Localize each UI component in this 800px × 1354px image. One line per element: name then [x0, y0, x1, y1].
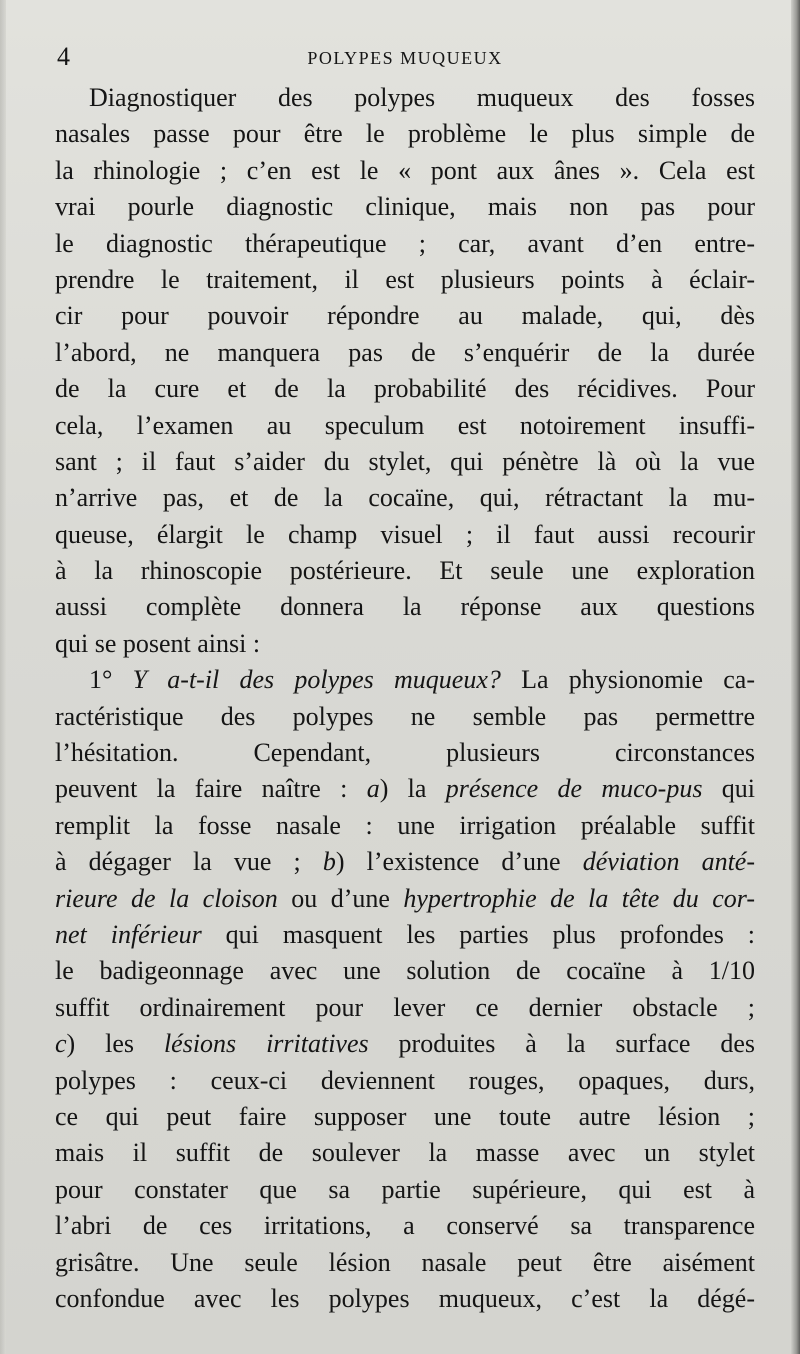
text-line	[55, 808, 755, 844]
text-run: n’arrive pas, et de la cocaïne, qui, rétractant la mu-	[55, 483, 755, 513]
text-line	[55, 771, 755, 807]
text-run: ) l’existence d’une	[335, 847, 583, 877]
text-run: aussi complète donnera la réponse aux questions	[55, 592, 755, 622]
text-line	[55, 335, 755, 371]
text-line	[55, 553, 755, 589]
text-run: qui se posent ainsi :	[55, 628, 261, 658]
text-run: suffit ordinairement pour lever ce dernier obstacle ;	[55, 992, 755, 1022]
text-line	[55, 1172, 755, 1208]
text-run: le diagnostic thérapeutique ; car, avant d’en entre-	[55, 228, 755, 258]
page-header	[55, 42, 755, 72]
text-line	[55, 699, 755, 735]
text-line	[55, 1208, 755, 1244]
text-run: qui	[702, 774, 755, 804]
italic-phrase: b	[322, 847, 336, 877]
italic-phrase: c	[55, 1029, 67, 1059]
text-run: l’abri de ces irritations, a conservé sa transparence	[55, 1211, 755, 1241]
text-line	[55, 116, 755, 152]
text-run: Diagnostiquer des polypes muqueux des fosses	[89, 83, 755, 112]
text-run: ou d’une	[277, 883, 404, 913]
text-run: cir pour pouvoir répondre au malade, qui, dès	[55, 301, 755, 331]
text-line	[55, 226, 755, 262]
text-line	[55, 953, 755, 989]
text-line	[55, 881, 755, 917]
text-line	[55, 1063, 755, 1099]
text-line	[55, 1245, 755, 1281]
text-run: de la cure et de la probabilité des récidives. Pour	[55, 374, 755, 404]
text-line	[55, 1099, 755, 1135]
text-run: à la rhinoscopie postérieure. Et seule une exploration	[55, 556, 755, 586]
text-line	[55, 517, 755, 553]
text-run: ce qui peut faire supposer une toute autre lésion ;	[55, 1101, 755, 1131]
text-line	[55, 408, 755, 444]
text-run: pour constater que sa partie supérieure, qui est à	[55, 1174, 755, 1204]
text-run: sant ; il faut s’aider du stylet, qui pénètre là où la vue	[55, 446, 755, 476]
page-number: 4	[57, 42, 70, 71]
text-line	[55, 298, 755, 334]
text-run: vrai pourle diagnostic clinique, mais non pas pour	[55, 192, 755, 222]
text-run: mais il suffit de soulever la masse avec un stylet	[55, 1138, 755, 1168]
text-line	[55, 1281, 755, 1317]
text-run: le badigeonnage avec une solution de cocaïne à 1/10	[55, 956, 755, 986]
italic-phrase: déviation anté-	[582, 847, 755, 877]
running-head: POLYPES MUQUEUX	[307, 48, 503, 68]
text-line	[55, 1135, 755, 1171]
text-line	[55, 990, 755, 1026]
text-line	[55, 80, 755, 116]
text-run: à dégager la vue ;	[55, 847, 323, 877]
text-line	[55, 444, 755, 480]
text-run: 1°	[89, 665, 133, 695]
page-right-edge-shadow	[791, 0, 800, 1354]
text-run: qui masquent les parties plus profondes :	[201, 919, 755, 949]
text-line	[55, 589, 755, 625]
text-run: queuse, élargit le champ visuel ; il faut aussi recourir	[55, 519, 755, 549]
text-run: nasales passe pour être le problème le plus simple de	[55, 119, 755, 149]
italic-phrase: Y a-t-il des polypes muqueux?	[132, 665, 501, 695]
text-line	[55, 371, 755, 407]
text-run: produites à la surface des	[368, 1029, 756, 1059]
text-run: l’abord, ne manquera pas de s’enquérir de la durée	[55, 337, 755, 367]
text-run: La physionomie ca-	[500, 665, 756, 695]
text-line	[55, 662, 755, 698]
text-line	[55, 844, 755, 880]
text-line	[55, 153, 755, 189]
text-line	[55, 626, 755, 662]
text-line	[55, 189, 755, 225]
italic-phrase: lésions irritatives	[163, 1029, 369, 1059]
text-run: l’hésitation. Cependant, plusieurs circonstances	[55, 738, 755, 768]
text-run: prendre le traitement, il est plusieurs points à éclair-	[55, 264, 755, 294]
italic-phrase: hypertrophie de la tête du cor-	[403, 883, 755, 913]
text-run: polypes : ceux-ci deviennent rouges, opaques, durs,	[55, 1065, 755, 1095]
text-run: remplit la fosse nasale : une irrigation préalable suffit	[55, 810, 755, 840]
text-run: confondue avec les polypes muqueux, c’est la dégé-	[55, 1283, 755, 1313]
text-run: ) les	[66, 1029, 164, 1059]
text-run: cela, l’examen au speculum est notoirement insuffi-	[55, 410, 755, 440]
text-line	[55, 480, 755, 516]
text-line	[55, 262, 755, 298]
text-line	[55, 1026, 755, 1062]
text-run: grisâtre. Une seule lésion nasale peut être aisément	[55, 1247, 755, 1277]
italic-phrase: rieure de la cloison	[55, 883, 278, 913]
body-text	[55, 80, 755, 1317]
page-left-edge-shadow	[0, 0, 6, 1354]
text-run: ) la	[379, 774, 446, 804]
italic-phrase: présence de muco-pus	[445, 774, 703, 804]
italic-phrase: a	[366, 774, 380, 804]
text-run: la rhinologie ; c’en est le « pont aux ânes ». Cela est	[55, 155, 755, 185]
text-line	[55, 917, 755, 953]
text-run: peuvent la faire naître :	[55, 774, 367, 804]
text-line	[55, 735, 755, 771]
italic-phrase: net inférieur	[55, 919, 202, 949]
text-run: ractéristique des polypes ne semble pas permettre	[55, 701, 755, 731]
